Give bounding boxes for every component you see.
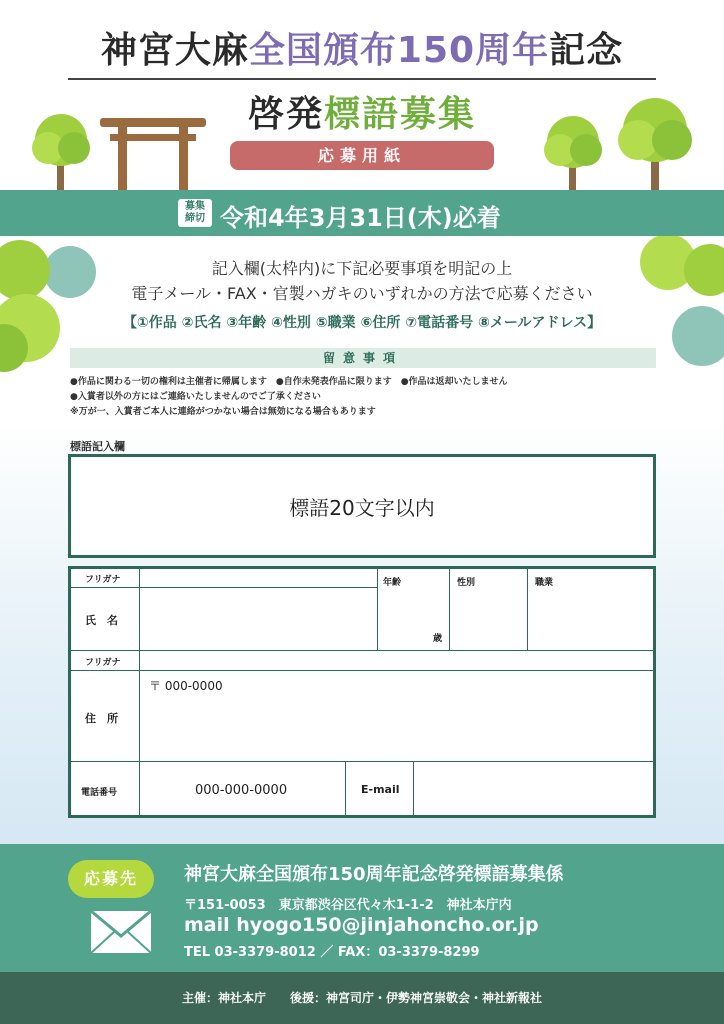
furigana-input[interactable] (140, 570, 376, 587)
deadline-tag: 募集締切 (178, 199, 212, 227)
slogan-label: 標語記入欄 (70, 440, 125, 453)
envelope-icon (90, 910, 152, 954)
contact-email-link[interactable]: mail hyogo150@jinjahoncho.or.jp (184, 914, 539, 936)
instruction-line-2: 電子メール・FAX・官製ハガキのいずれかの方法で応募ください (131, 284, 593, 303)
furigana-address-label: フリガナ (85, 658, 121, 668)
contact-name: 神宮大麻全国頒布150周年記念啓発標語募集係 (184, 864, 564, 885)
phone-label: 電話番号 (81, 788, 118, 798)
email-input[interactable] (414, 762, 652, 814)
form-label-badge: 応募用紙 (230, 141, 494, 170)
postal-code: 〒 000-0000 (149, 679, 223, 693)
occupation-input[interactable] (528, 589, 652, 649)
organizer-credits: 主催：神社本庁 後援：神宮司庁・伊勢神宮崇敬会・神社新報社 (0, 972, 724, 1024)
address-furigana-input[interactable] (140, 651, 652, 669)
note-item: ●作品に関わる一切の権利は主催者に帰属します ●自作未発表作品に限ります ●作品は返却いたしません (70, 377, 508, 387)
main-title: 神宮大麻全国頒布150周年記念 (100, 30, 624, 71)
slogan-placeholder: 標語20文字以内 (289, 495, 435, 520)
email-label: E-mail (361, 783, 400, 796)
age-unit: 歳 (433, 634, 443, 644)
contact-address: 〒151-0053 東京都渋谷区代々木1-1-2 神社本庁内 (184, 898, 512, 913)
entry-form-table (68, 566, 656, 818)
contact-bubble: 応募先 (68, 860, 154, 898)
required-fields: 【①作品 ②氏名 ③年齢 ④性別 ⑤職業 ⑥住所 ⑦電話番号 ⑧メールアドレス】 (122, 315, 602, 331)
occupation-label: 職業 (535, 578, 554, 588)
name-label: 氏 名 (85, 614, 118, 627)
subtitle: 啓発標語募集 (247, 94, 477, 135)
contact-tel-fax: TEL 03-3379-8012 ／ FAX：03-3379-8299 (184, 945, 480, 960)
note-item: ※万が一、入賞者ご本人に連絡がつかない場合は無効になる場合もあります (70, 407, 376, 417)
notes-heading: 留意事項 (70, 348, 656, 368)
phone-input[interactable]: 000-000-0000 (195, 783, 288, 798)
title-divider (68, 78, 656, 80)
deadline-text: 令和4年3月31日(木)必着 (220, 204, 501, 232)
slogan-input[interactable] (68, 454, 656, 558)
note-item: ●入賞者以外の方にはご連絡いたしませんのでご了承ください (70, 392, 321, 402)
furigana-label: フリガナ (85, 575, 121, 585)
age-label: 年齢 (383, 578, 402, 588)
address-label: 住 所 (85, 712, 118, 725)
address-input[interactable] (140, 693, 652, 760)
instruction-line-1: 記入欄(太枠内)に下記必要事項を明記の上 (211, 259, 513, 278)
gender-input[interactable] (450, 589, 526, 649)
name-input[interactable] (140, 588, 376, 649)
gender-label: 性別 (457, 578, 476, 588)
